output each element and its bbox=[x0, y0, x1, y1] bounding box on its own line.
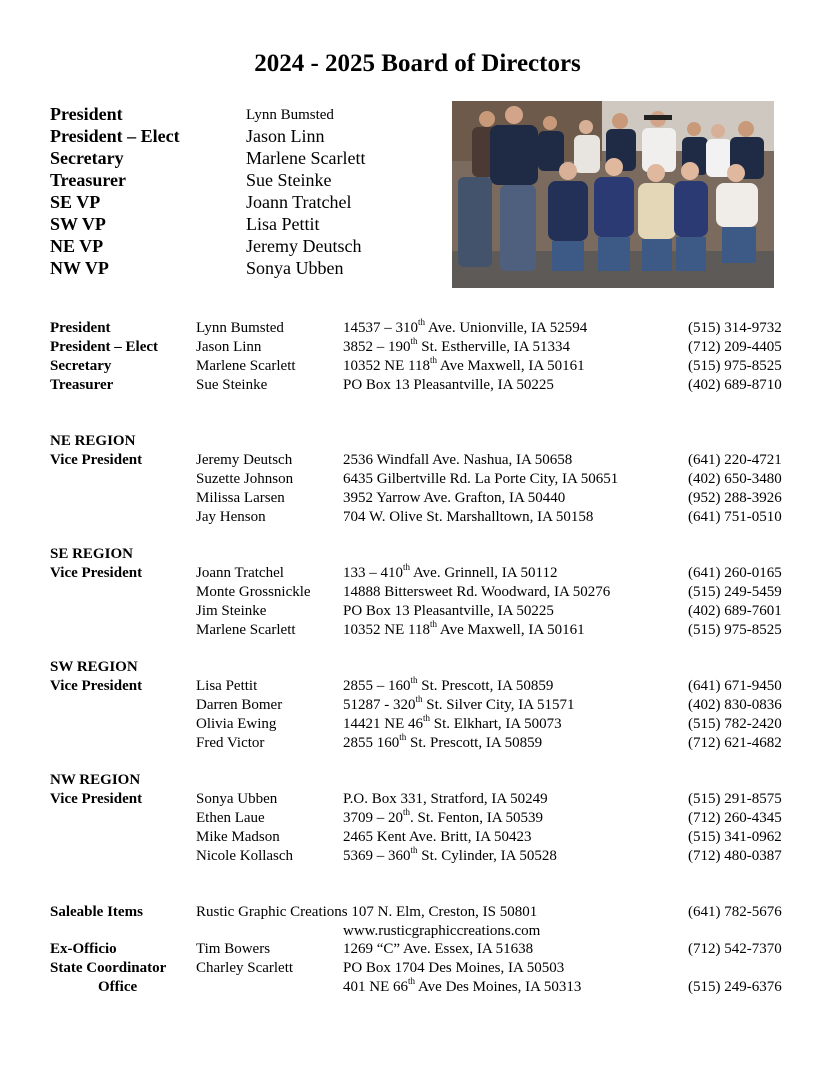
officer-role: Secretary bbox=[50, 148, 124, 168]
dir-role: Treasurer bbox=[50, 377, 114, 393]
dir-phone: (641) 220-4721 bbox=[688, 452, 782, 468]
dir-address: 1269 “C” Ave. Essex, IA 51638 bbox=[343, 941, 534, 957]
dir-name: Darren Bomer bbox=[196, 697, 283, 713]
vice-president-label: Vice President bbox=[50, 791, 143, 807]
dir-name: Monte Grossnickle bbox=[196, 584, 311, 600]
dir-phone: (402) 689-7601 bbox=[688, 603, 782, 619]
officer-role: SW VP bbox=[50, 214, 106, 234]
officer-role: SE VP bbox=[50, 192, 101, 212]
dir-address: 14537 – 310th Ave. Unionville, IA 52594 bbox=[343, 317, 588, 336]
dir-name: Marlene Scarlett bbox=[196, 358, 296, 374]
dir-phone: (515) 975-8525 bbox=[688, 358, 782, 374]
officer-name: Lisa Pettit bbox=[246, 214, 320, 234]
dir-phone: (952) 288-3926 bbox=[688, 490, 782, 506]
dir-phone: (402) 650-3480 bbox=[688, 471, 782, 487]
officer-row bbox=[50, 236, 450, 258]
region-heading-ne: NE REGION bbox=[50, 433, 136, 449]
officer-name: Jeremy Deutsch bbox=[246, 236, 362, 256]
officer-row bbox=[50, 148, 450, 170]
dir-name: Sue Steinke bbox=[196, 377, 268, 393]
dir-phone: (515) 341-0962 bbox=[688, 829, 782, 845]
region-heading-nw: NW REGION bbox=[50, 772, 141, 788]
dir-phone: (641) 751-0510 bbox=[688, 509, 782, 525]
saleable-items-label: Saleable Items bbox=[50, 904, 143, 920]
officer-role: NE VP bbox=[50, 236, 104, 256]
dir-name: Marlene Scarlett bbox=[196, 622, 296, 638]
vice-president-label: Vice President bbox=[50, 678, 143, 694]
dir-phone: (515) 782-2420 bbox=[688, 716, 782, 732]
dir-name: Fred Victor bbox=[196, 735, 265, 751]
officer-role: NW VP bbox=[50, 258, 109, 278]
officer-row bbox=[50, 104, 450, 126]
dir-role: President – Elect bbox=[50, 339, 159, 355]
dir-address: 3709 – 20th. St. Fenton, IA 50539 bbox=[343, 807, 543, 826]
board-group-photo bbox=[452, 101, 774, 288]
dir-name: Ethen Laue bbox=[196, 810, 265, 826]
dir-address: 401 NE 66th Ave Des Moines, IA 50313 bbox=[343, 976, 582, 995]
officer-name: Jason Linn bbox=[246, 126, 325, 146]
officer-name: Marlene Scarlett bbox=[246, 148, 366, 168]
dir-address: 51287 - 320th St. Silver City, IA 51571 bbox=[343, 694, 575, 713]
dir-phone: (641) 671-9450 bbox=[688, 678, 782, 694]
dir-name: Sonya Ubben bbox=[196, 791, 278, 807]
dir-address: 10352 NE 118th Ave Maxwell, IA 50161 bbox=[343, 619, 585, 638]
dir-name: Tim Bowers bbox=[196, 941, 271, 957]
dir-phone: (641) 782-5676 bbox=[688, 904, 782, 920]
dir-address: 2855 – 160th St. Prescott, IA 50859 bbox=[343, 675, 554, 694]
page-title: 2024 - 2025 Board of Directors bbox=[254, 50, 581, 77]
officer-row bbox=[50, 126, 450, 148]
region-heading-se: SE REGION bbox=[50, 546, 133, 562]
dir-phone: (515) 314-9732 bbox=[688, 320, 782, 336]
ex-officio-label: Ex-Officio bbox=[50, 941, 117, 957]
dir-name: Charley Scarlett bbox=[196, 960, 294, 976]
dir-address: 14421 NE 46th St. Elkhart, IA 50073 bbox=[343, 713, 562, 732]
officer-role: President bbox=[50, 104, 123, 124]
dir-address: PO Box 13 Pleasantville, IA 50225 bbox=[343, 603, 554, 619]
dir-address: P.O. Box 331, Stratford, IA 50249 bbox=[343, 791, 548, 807]
officer-role: Treasurer bbox=[50, 170, 126, 190]
dir-address: PO Box 1704 Des Moines, IA 50503 bbox=[343, 960, 565, 976]
dir-phone: (515) 975-8525 bbox=[688, 622, 782, 638]
dir-name: Lynn Bumsted bbox=[196, 320, 284, 336]
dir-name: Jay Henson bbox=[196, 509, 266, 525]
officer-name: Sonya Ubben bbox=[246, 258, 344, 278]
dir-phone: (712) 542-7370 bbox=[688, 941, 782, 957]
officer-name: Joann Tratchel bbox=[246, 192, 352, 212]
officer-row bbox=[50, 192, 450, 214]
vice-president-label: Vice President bbox=[50, 452, 143, 468]
officer-row bbox=[50, 214, 450, 236]
officer-row bbox=[50, 258, 450, 280]
office-label: Office bbox=[98, 979, 138, 995]
dir-address: 2465 Kent Ave. Britt, IA 50423 bbox=[343, 829, 532, 845]
officer-row bbox=[50, 170, 450, 192]
dir-phone: (515) 291-8575 bbox=[688, 791, 782, 807]
dir-address: PO Box 13 Pleasantville, IA 50225 bbox=[343, 377, 554, 393]
dir-phone: (402) 689-8710 bbox=[688, 377, 782, 393]
dir-name: Jeremy Deutsch bbox=[196, 452, 293, 468]
dir-phone: (712) 480-0387 bbox=[688, 848, 782, 864]
dir-phone: (712) 260-4345 bbox=[688, 810, 782, 826]
dir-address: 3852 – 190th St. Estherville, IA 51334 bbox=[343, 336, 571, 355]
dir-address: 10352 NE 118th Ave Maxwell, IA 50161 bbox=[343, 355, 585, 374]
region-heading-sw: SW REGION bbox=[50, 659, 138, 675]
dir-address: 704 W. Olive St. Marshalltown, IA 50158 bbox=[343, 509, 594, 525]
officer-name: Lynn Bumsted bbox=[246, 107, 334, 123]
dir-role: Secretary bbox=[50, 358, 112, 374]
saleable-items-website: www.rusticgraphiccreations.com bbox=[343, 923, 541, 939]
dir-name: Joann Tratchel bbox=[196, 565, 284, 581]
dir-phone: (712) 621-4682 bbox=[688, 735, 782, 751]
dir-phone: (712) 209-4405 bbox=[688, 339, 782, 355]
dir-address: 133 – 410th Ave. Grinnell, IA 50112 bbox=[343, 562, 558, 581]
dir-address: 6435 Gilbertville Rd. La Porte City, IA 50651 bbox=[343, 471, 619, 487]
dir-address: 2855 160th St. Prescott, IA 50859 bbox=[343, 732, 543, 751]
officer-summary bbox=[50, 104, 450, 280]
dir-name: Olivia Ewing bbox=[196, 716, 277, 732]
dir-name: Jim Steinke bbox=[196, 603, 267, 619]
vice-president-label: Vice President bbox=[50, 565, 143, 581]
dir-role: President bbox=[50, 320, 111, 336]
dir-phone: (515) 249-6376 bbox=[688, 979, 782, 995]
dir-phone: (641) 260-0165 bbox=[688, 565, 782, 581]
officer-role: President – Elect bbox=[50, 126, 180, 146]
dir-name: Nicole Kollasch bbox=[196, 848, 294, 864]
dir-name: Milissa Larsen bbox=[196, 490, 285, 506]
dir-name: Jason Linn bbox=[196, 339, 262, 355]
dir-name: Suzette Johnson bbox=[196, 471, 294, 487]
dir-address: 2536 Windfall Ave. Nashua, IA 50658 bbox=[343, 452, 573, 468]
dir-name: Lisa Pettit bbox=[196, 678, 258, 694]
dir-address: 5369 – 360th St. Cylinder, IA 50528 bbox=[343, 845, 557, 864]
dir-name: Mike Madson bbox=[196, 829, 280, 845]
dir-phone: (402) 830-0836 bbox=[688, 697, 782, 713]
dir-address: 14888 Bittersweet Rd. Woodward, IA 50276 bbox=[343, 584, 611, 600]
saleable-items-vendor: Rustic Graphic Creations 107 N. Elm, Creston, IS 50801 bbox=[196, 904, 538, 920]
dir-address: 3952 Yarrow Ave. Grafton, IA 50440 bbox=[343, 490, 566, 506]
group-photo-illustration bbox=[452, 101, 774, 288]
dir-phone: (515) 249-5459 bbox=[688, 584, 782, 600]
state-coordinator-label: State Coordinator bbox=[50, 960, 167, 976]
officer-name: Sue Steinke bbox=[246, 170, 332, 190]
